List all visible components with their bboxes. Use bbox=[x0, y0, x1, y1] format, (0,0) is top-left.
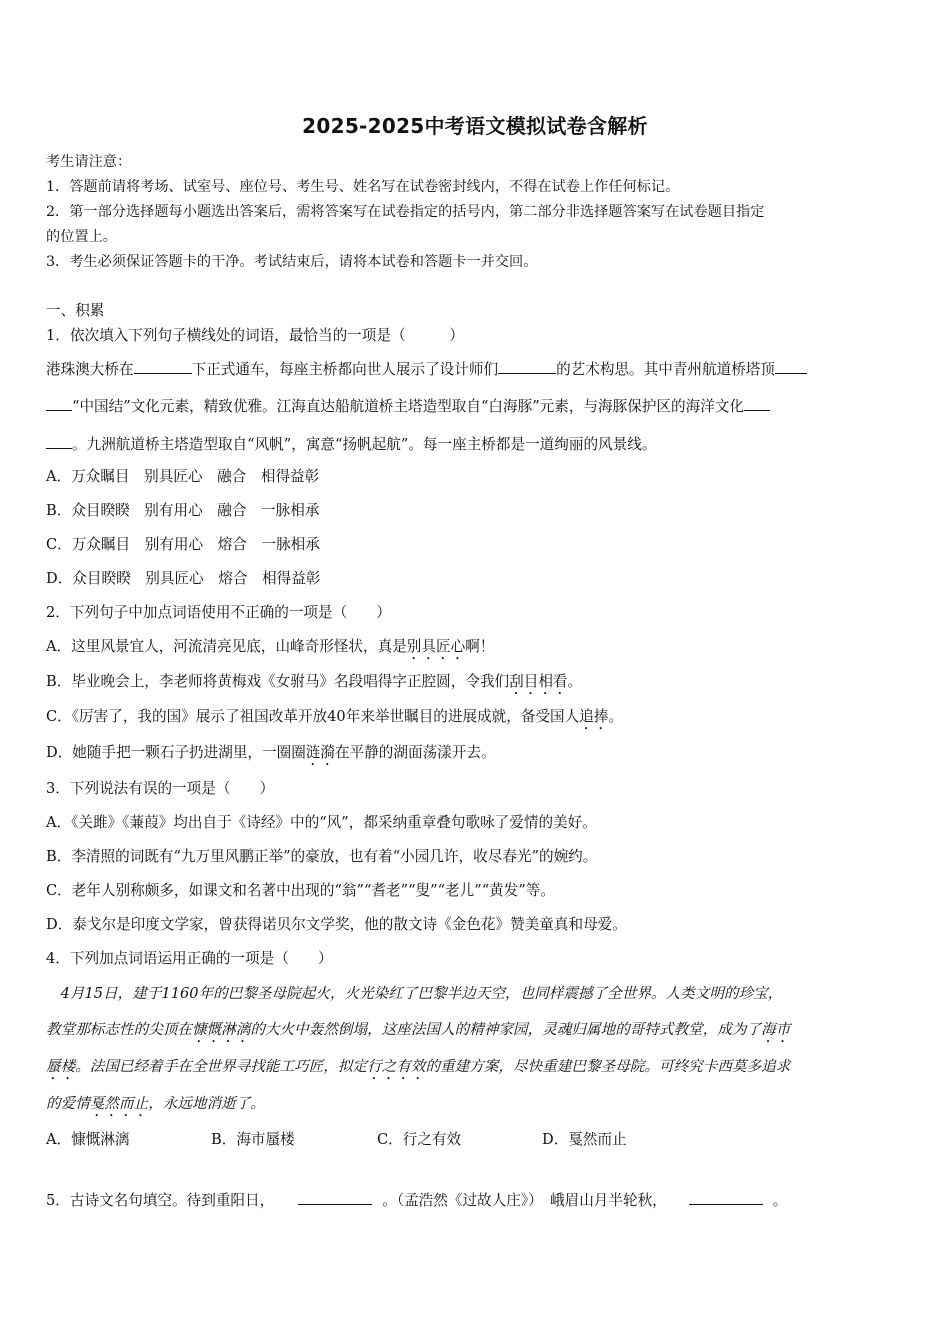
answer-blank[interactable] bbox=[46, 396, 72, 411]
dotted-term: 戛然而止 bbox=[89, 1095, 149, 1112]
dotted-term: 追捧 bbox=[579, 708, 609, 725]
dotted-term: 别具匠心 bbox=[406, 638, 466, 655]
question-1-option-c[interactable]: C．万众瞩目 别有用心 熔合 一脉相承 bbox=[46, 536, 320, 553]
notice-item: 2．第一部分选择题每小题选出答案后，需将答案写在试卷指定的括号内，第二部分非选择题答案写在试卷题目指定 bbox=[46, 204, 765, 220]
section-heading: 一、积累 bbox=[46, 302, 105, 319]
dotted-term: 涟漪 bbox=[305, 744, 335, 761]
answer-blank[interactable] bbox=[498, 359, 556, 374]
question-1-text-line: 。九洲航道桥主塔造型取自“风帆”，寓意“扬帆起航”。每一座主桥都是一道绚丽的风景线。 bbox=[46, 434, 656, 455]
question-2-option-c[interactable]: C．《厉害了，我的国》展示了祖国改革开放40年来举世瞩目的进展成就，备受国人追捧。 bbox=[46, 708, 624, 725]
question-4-option-c[interactable]: C．行之有效 bbox=[377, 1131, 462, 1148]
notice-heading: 考生请注意： bbox=[46, 154, 132, 170]
dotted-term: 刮目相看 bbox=[509, 673, 568, 690]
answer-blank[interactable] bbox=[298, 1190, 372, 1205]
answer-blank[interactable] bbox=[46, 434, 72, 449]
question-4-option-a[interactable]: A．慷慨淋漓 bbox=[46, 1131, 130, 1148]
question-1-text-line: “中国结”文化元素，精致优雅。江海直达船航道桥主塔造型取自“白海豚”元素，与海豚保护区的海洋文化 bbox=[46, 396, 770, 417]
question-2-option-d[interactable]: D．她随手把一颗石子扔进湖里，一圈圈涟漪在平静的湖面荡漾开去。 bbox=[46, 744, 496, 761]
question-3-stem: 3．下列说法有误的一项是（ ） bbox=[46, 780, 275, 797]
question-3-option-d[interactable]: D．泰戈尔是印度文学家，曾获得诺贝尔文学奖，他的散文诗《金色花》赞美童真和母爱。 bbox=[46, 916, 627, 933]
question-2-stem: 2．下列句子中加点词语使用不正确的一项是（ ） bbox=[46, 604, 391, 621]
notice-item: 的位置上。 bbox=[46, 229, 117, 245]
question-4-option-b[interactable]: B．海市蜃楼 bbox=[211, 1131, 295, 1148]
dotted-term: 行之有效 bbox=[367, 1058, 426, 1075]
question-2-option-b[interactable]: B．毕业晚会上，李老师将黄梅戏《女驸马》名段唱得字正腔圆，令我们刮目相看。 bbox=[46, 673, 583, 690]
dotted-term: 海市 bbox=[761, 1021, 791, 1038]
question-3-option-b[interactable]: B．李清照的词既有“九万里风鹏正举”的豪放，也有着“小园几许，收尽春光”的婉约。 bbox=[46, 848, 598, 865]
question-4-passage-line: 教堂那标志性的尖顶在慷慨淋漓的大火中轰然倒塌，这座法国人的精神家园，灵魂归属地的哥特式教堂，成为了海市 bbox=[46, 1021, 791, 1038]
answer-blank[interactable] bbox=[744, 396, 770, 411]
question-1-option-a[interactable]: A．万众瞩目 别具匠心 融合 相得益彰 bbox=[46, 468, 320, 485]
question-1-text-line: 港珠澳大桥在 下正式通车，每座主桥都向世人展示了设计师们 的艺术构思。其中青州航道桥塔顶 bbox=[46, 359, 807, 380]
notice-item: 1．答题前请将考场、试室号、座位号、考生号、姓名写在试卷密封线内，不得在试卷上作任何标记。 bbox=[46, 179, 680, 195]
page-title: 2025-2025中考语文模拟试卷含解析 bbox=[302, 114, 648, 138]
question-5-line: 5．古诗文名句填空。待到重阳日， 。（孟浩然《过故人庄》） 峨眉山月半轮秋， 。 bbox=[46, 1192, 788, 1209]
answer-blank[interactable] bbox=[134, 359, 192, 374]
answer-blank[interactable] bbox=[689, 1190, 763, 1205]
notice-item: 3．考生必须保证答题卡的干净。考试结束后，请将本试卷和答题卡一并交回。 bbox=[46, 254, 538, 270]
question-4-option-d[interactable]: D．戛然而止 bbox=[542, 1131, 627, 1148]
question-4-stem: 4．下列加点词语运用正确的一项是（ ） bbox=[46, 950, 333, 967]
question-2-option-a[interactable]: A．这里风景宜人，河流清亮见底，山峰奇形怪状，真是别具匠心啊！ bbox=[46, 638, 495, 655]
answer-blank[interactable] bbox=[775, 359, 807, 374]
dotted-term: 蜃楼 bbox=[46, 1058, 76, 1075]
question-3-option-c[interactable]: C．老年人别称颇多，如课文和名著中出现的“翁”“耆老”“叟”“老儿”“黄发”等。 bbox=[46, 882, 555, 899]
question-1-option-b[interactable]: B．众目睽睽 别有用心 融合 一脉相承 bbox=[46, 502, 320, 519]
question-4-passage-line: 的爱情戛然而止，永远地消逝了。 bbox=[46, 1095, 265, 1112]
question-1-option-d[interactable]: D．众目睽睽 别具匠心 熔合 相得益彰 bbox=[46, 570, 321, 587]
question-1-stem: 1．依次填入下列句子横线处的词语，最恰当的一项是（ ） bbox=[46, 327, 464, 344]
dotted-term: 慷慨淋漓 bbox=[191, 1021, 251, 1038]
question-4-passage-line: 4月15日，建于1160年的巴黎圣母院起火，火光染红了巴黎半边天空，也同样震撼了全世界。人类文明的珍宝， bbox=[46, 985, 783, 1002]
question-4-passage-line: 蜃楼。法国已经着手在全世界寻找能工巧匠，拟定行之有效的重建方案，尽快重建巴黎圣母院。可终究卡西莫多追求 bbox=[46, 1058, 791, 1075]
question-3-option-a[interactable]: A．《关雎》《蒹葭》均出自于《诗经》中的“风”，都采纳重章叠句歌咏了爱情的美好。 bbox=[46, 814, 597, 831]
